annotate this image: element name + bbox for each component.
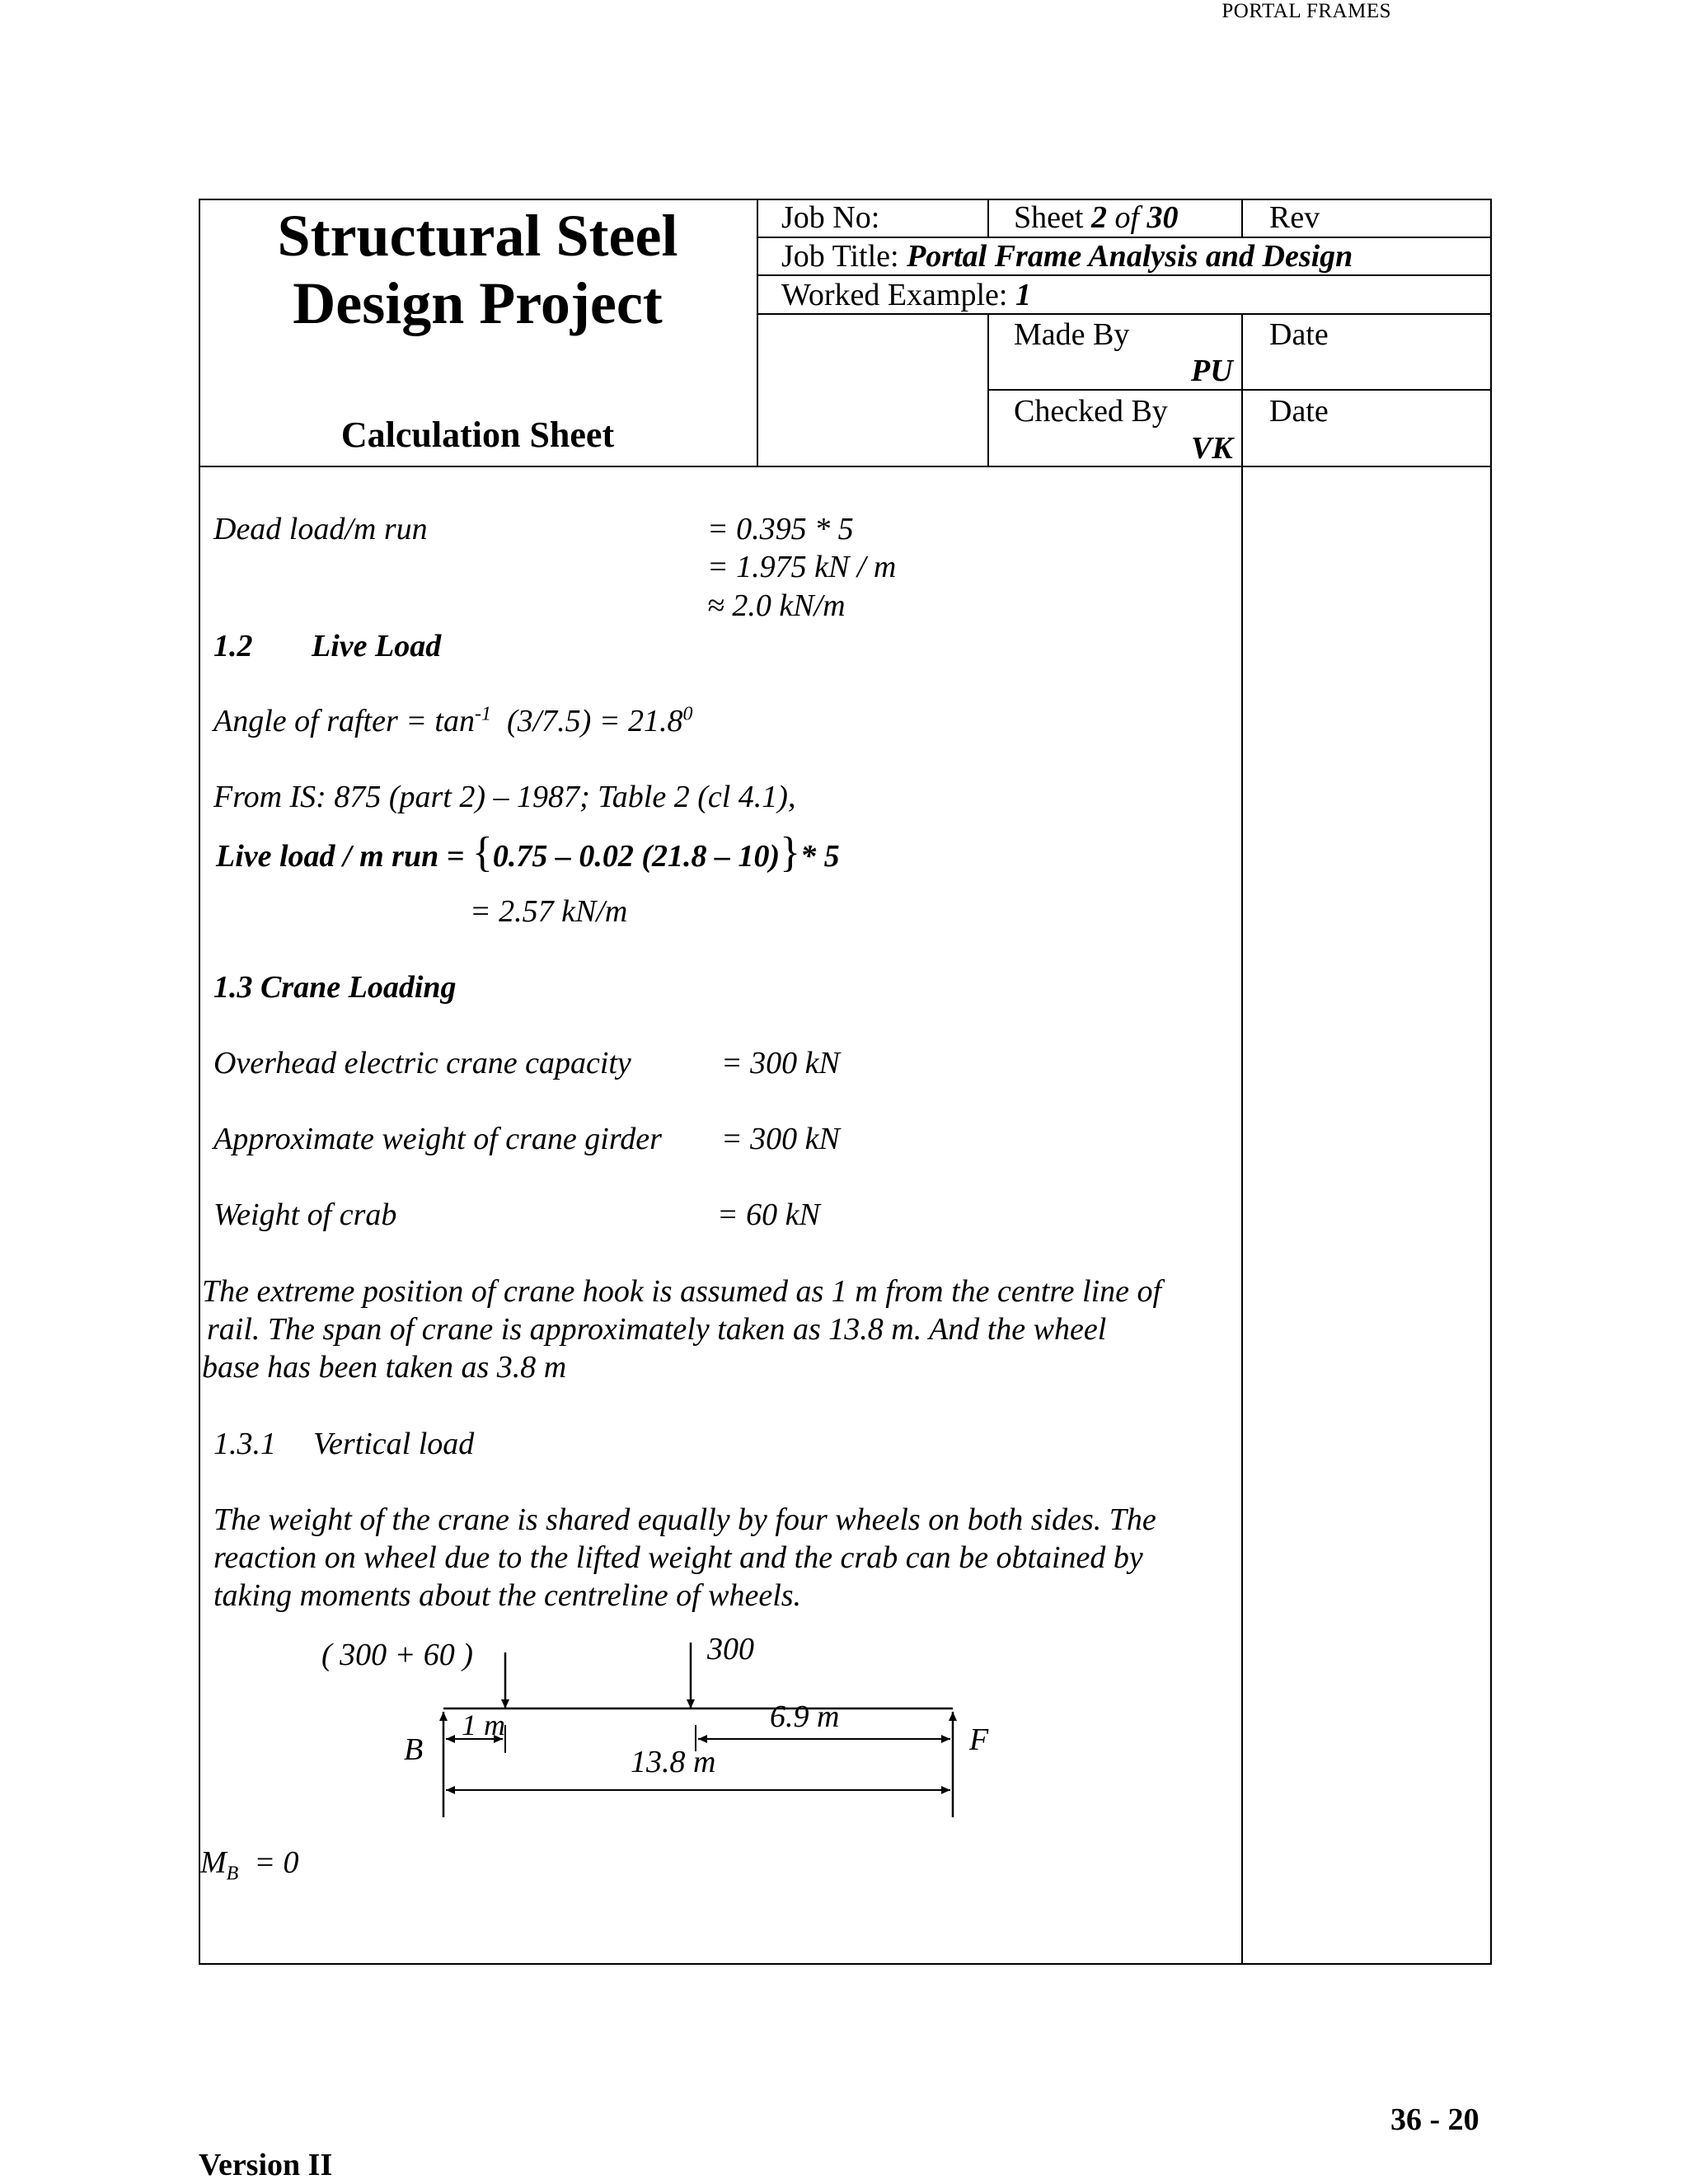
load-mid-label: 300 [707, 1636, 754, 1666]
job-title-row [781, 238, 1353, 274]
checked-by-value: VK [1191, 431, 1233, 466]
live-load-result: = 2.57 kN/m [470, 894, 628, 929]
running-header: PORTAL FRAMES [1221, 0, 1391, 22]
angle-degree: 0 [682, 703, 693, 725]
dim-6-9m-label: 6.9 m [770, 1699, 840, 1734]
sheet-type-title: Calculation Sheet [340, 415, 615, 455]
paragraph-1-line2: rail. The span of crane is approximately taken as 13.8 m. And the wheel [207, 1312, 1107, 1347]
dim-13-8m-label: 13.8 m [631, 1745, 716, 1779]
grid-h-2 [757, 274, 1492, 276]
moment-symbol: M [200, 1845, 227, 1880]
section-1-3-1-number: 1.3.1 [213, 1427, 276, 1461]
live-load-lhs: Live load / m run = [216, 839, 465, 874]
paragraph-2-line2: reaction on wheel due to the lifted weight and the crab can be obtained by [213, 1540, 1143, 1575]
worked-example-no: 1 [1015, 278, 1031, 312]
dead-load-label: Dead load/m run [213, 512, 428, 546]
live-load-multiplier: * 5 [800, 839, 840, 874]
sheet-no: 2 [1090, 200, 1107, 235]
crab-weight-value: = 60 kN [717, 1197, 820, 1232]
live-load-formula [216, 828, 840, 877]
section-1-2-number: 1.2 [213, 629, 253, 663]
version-label: Version II [199, 2148, 333, 2182]
project-title-line1: Structural Steel [277, 203, 678, 269]
header-divider-vertical [757, 199, 758, 467]
dim-1m-label: 1 m [462, 1708, 505, 1741]
date-label-1: Date [1269, 317, 1329, 352]
moment-value: = 0 [254, 1845, 299, 1880]
dead-load-eq1: = 0.395 * 5 [707, 512, 854, 546]
crab-weight-label: Weight of crab [213, 1197, 397, 1232]
worked-example-label: Worked Example: [781, 278, 1008, 312]
made-by-label: Made By [1014, 317, 1130, 352]
girder-weight-value: = 300 kN [721, 1122, 840, 1156]
made-by-value: PU [1191, 354, 1233, 388]
section-1-2-title: Live Load [312, 629, 442, 663]
moment-equation [200, 1844, 298, 1886]
moment-subscript: B [226, 1863, 239, 1885]
grid-h-3 [757, 313, 1492, 315]
section-1-3-1-title: Vertical load [313, 1427, 475, 1461]
angle-text: Angle of rafter = tan [213, 704, 475, 738]
load-left-label: ( 300 + 60 ) [321, 1638, 473, 1672]
support-f-label: F [969, 1722, 989, 1757]
date-label-2: Date [1269, 394, 1329, 429]
brace-close: } [780, 829, 801, 876]
section-1-3-title: 1.3 Crane Loading [213, 970, 457, 1005]
worked-example-row [781, 277, 1031, 313]
angle-superscript: -1 [474, 703, 491, 725]
girder-weight-label: Approximate weight of crane girder [213, 1122, 662, 1156]
sheet-label: Sheet [1014, 200, 1084, 235]
checked-by-label: Checked By [1014, 394, 1168, 429]
paragraph-1-line1: The extreme position of crane hook is assumed as 1 m from the centre line of [202, 1274, 1162, 1309]
job-title-label: Job Title: [781, 239, 899, 274]
support-b-label: B [404, 1732, 424, 1767]
angle-of-rafter [213, 703, 692, 739]
page-number: 36 - 20 [1390, 2102, 1479, 2137]
of-label: of [1114, 200, 1139, 235]
sheet-total: 30 [1146, 200, 1179, 235]
angle-rest: (3/7.5) = 21.8 [506, 704, 683, 738]
dead-load-eq2: = 1.975 kN / m [707, 550, 897, 584]
grid-v-date-column [1241, 313, 1243, 1965]
project-title-line2: Design Project [293, 270, 663, 336]
paragraph-2-line1: The weight of the crane is shared equally by four wheels on both sides. The [213, 1502, 1156, 1537]
job-no-label: Job No: [781, 200, 880, 235]
crane-capacity-value: = 300 kN [721, 1046, 840, 1080]
sheet-number [1014, 199, 1179, 236]
brace-open: { [471, 829, 493, 876]
header-bottom-rule [199, 466, 1492, 467]
crane-load-diagram [288, 1636, 1030, 1834]
from-is-reference: From IS: 875 (part 2) – 1987; Table 2 (cl 4.1), [213, 780, 796, 814]
grid-v-madeby [987, 199, 989, 237]
paragraph-1-line3: base has been taken as 3.8 m [202, 1350, 567, 1385]
dead-load-eq3: ≈ 2.0 kN/m [707, 588, 846, 623]
live-load-expression: 0.75 – 0.02 (21.8 – 10) [492, 839, 781, 874]
paragraph-2-line3: taking moments about the centreline of wheels. [213, 1578, 802, 1613]
grid-h-4 [987, 389, 1492, 391]
rev-label: Rev [1269, 200, 1320, 235]
crane-capacity-label: Overhead electric crane capacity [213, 1046, 631, 1080]
grid-v-rev [1241, 199, 1243, 237]
job-title: Portal Frame Analysis and Design [907, 239, 1353, 274]
